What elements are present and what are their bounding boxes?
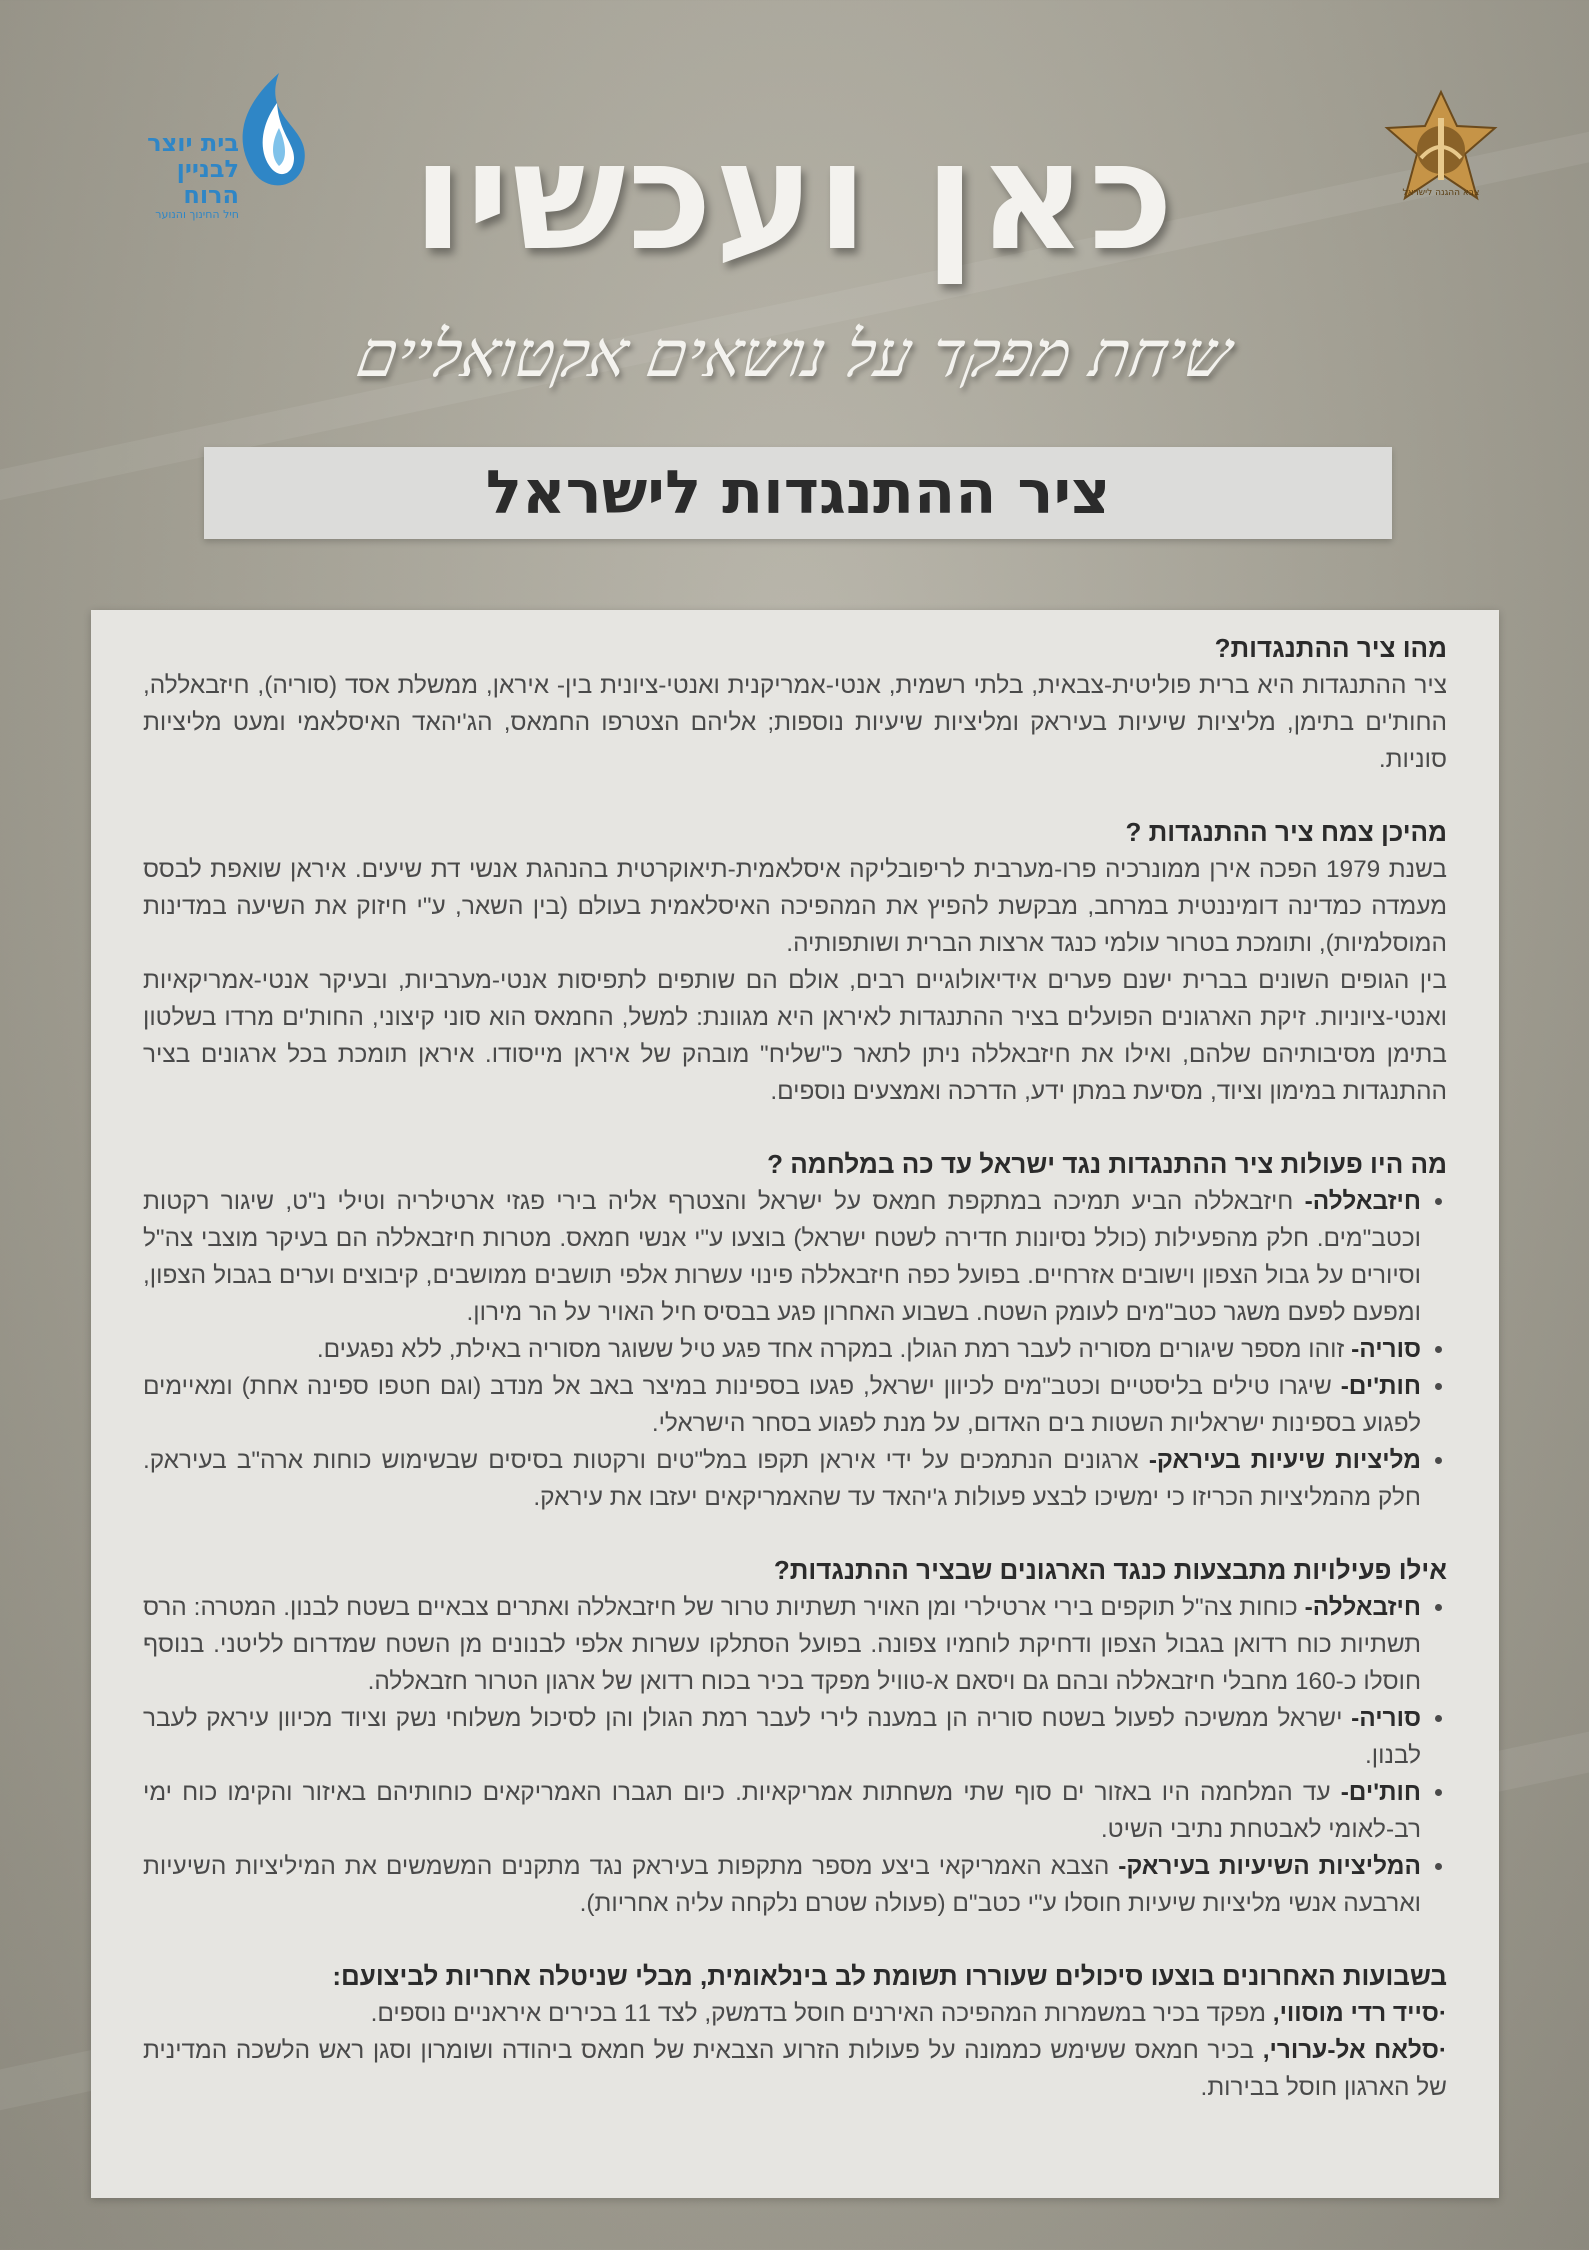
- logo-line-1: בית יוצר: [148, 129, 240, 157]
- article-body: [144, 630, 1448, 2178]
- page-title: כאן ועכשיו: [413, 110, 1177, 284]
- item-text: זוהו מספר שיגורים מסוריה לעבר רמת הגולן. במקרה אחד פגע טיל ששוגר מסוריה באילת, ללא נפגעים.: [317, 1336, 1353, 1363]
- item-label: חיזבאללה-: [1305, 1594, 1422, 1621]
- item-text: ארגונים הנתמכים על ידי איראן תקפו במל"טים ורקטות בסיסים שבשימוש כוחות ארה"ב בעיראק. חלק מהמליציות הכריזו כי ימשיכו לבצע פעולות ג'יהאד עד שהאמריקאים יעזבו את עיראק.: [144, 1447, 1422, 1511]
- list-item: [144, 1589, 1422, 1700]
- bullet-list: [144, 1589, 1448, 1922]
- section-heading: מה היו פעולות ציר ההתנגדות נגד ישראל עד כה במלחמה ?: [768, 1149, 1448, 1179]
- logo-line-2: לבניין הרוח: [177, 155, 240, 209]
- idf-emblem-text: צבא ההגנה לישראל: [1403, 188, 1481, 198]
- list-item: [144, 1442, 1422, 1516]
- item-label: חיזבאללה-: [1305, 1188, 1422, 1215]
- list-item: [144, 1848, 1422, 1922]
- item-label: ·סלאח אל-ערורי,: [1263, 2037, 1448, 2064]
- item-label: סוריה-: [1352, 1705, 1422, 1732]
- page-subtitle: שיחת מפקד על נושאים אקטואליים: [352, 318, 1238, 392]
- list-item: [144, 1995, 1448, 2032]
- item-text: בכיר חמאס ששימש כממונה על פעולות הזרוע הצבאית של חמאס ביהודה ושומרון וסגן ראש הלשכה המדינית של הארגון חוסל בבירות.: [144, 2037, 1448, 2101]
- item-label: חות'ים-: [1341, 1779, 1422, 1806]
- item-text: עד המלחמה היו באזור ים סוף שתי משחתות אמריקאיות. כיום תגברו האמריקאים כוחותיהם באיזור והקימו כוח ימי רב-לאומי לאבטחת נתיבי השיט.: [144, 1779, 1422, 1843]
- item-label: חות'ים-: [1341, 1373, 1422, 1400]
- list-item: [144, 1700, 1422, 1774]
- topic-banner: [205, 447, 1393, 539]
- item-text: חיזבאללה הביע תמיכה במתקפת חמאס על ישראל והצטרף אליה בירי פגזי ארטילריה וטילי נ"ט, שיגור רקטות וכטב"מים. חלק מהפעילות (כולל נסיונות חדירה לשטח ישראל) בוצעו ע"י אנשי חמאס. מטרות חיזבאללה הם בעיקר מוצבי צה"ל וסיורים על גבול הצפון וישובים אזרחיים. בפועל כפה חיזבאללה פינוי עשרות אלפי תושבים ממושבים, קיבוצים וערים בגבול הצפון, ומפעם לפעם משגר כטב"מים לעומק השטח. בשבוע האחרון פגע בבסיס חיל האויר על הר מירון.: [144, 1188, 1422, 1326]
- item-text: הצבא האמריקאי ביצע מספר מתקפות בעיראק נגד מתקנים המשמשים את המיליציות השיעיות וארבעה אנשי מליציות שיעיות חוסלו ע"י כטב"ם (פעולה שטרם נלקחה עליה אחריות).: [144, 1853, 1422, 1917]
- logo-line-3: חיל החינוך והנוער: [156, 208, 240, 221]
- section-text: בשנת 1979 הפכה אירן ממונרכיה פרו-מערבית לריפובליקה איסלאמית-תיאוקרטית בהנהגת אנשי דת שיעים. איראן שואפת לבסס מעמדה כמדינה דומיננטית במרחב, מבקשת להפיץ את המהפיכה האיסלאמית בעולם (בין השאר, ע"י חיזוק את השיעה במדינות המוסלמיות), ותומכת בטרור עולמי כנגד ארצות הברית ושותפותיה.: [144, 856, 1448, 957]
- section-heading: בשבועות האחרונים בוצעו סיכולים שעוררו תשומת לב בינלאומית, מבלי שניטלה אחריות לביצועם:: [333, 1961, 1448, 1991]
- section-heading: מהו ציר ההתנגדות?: [1215, 633, 1448, 663]
- section-text: ציר ההתנגדות היא ברית פוליטית-צבאית, בלתי רשמית, אנטי-אמריקנית ואנטי-ציונית בין- איראן, ממשלת אסד (סוריה), חיזבאללה, החות'ים בתימן, מליציות שיעיות בעיראק ומליציות שיעיות נוספות; אליהם הצטרפו החמאס, הג'יהאד האיסלאמי ומעט מליציות סוניות.: [144, 672, 1448, 773]
- section-heading: מהיכן צמח ציר ההתנגדות ?: [1126, 817, 1448, 847]
- item-label: המליציות השיעיות בעיראק-: [1119, 1853, 1422, 1880]
- list-item: [144, 1183, 1422, 1331]
- item-label: ·סייד רדי מוסווי,: [1273, 2000, 1448, 2027]
- item-text: ישראל ממשיכה לפעול בשטח סוריה הן במענה לירי לעבר רמת הגולן והן לסיכול משלוחי נשק וציוד מכיוון עיראק לעבר לבנון.: [144, 1705, 1422, 1769]
- list-item: [144, 2032, 1448, 2106]
- list-item: [144, 1774, 1422, 1848]
- item-label: סוריה-: [1352, 1336, 1422, 1363]
- item-text: מפקד בכיר במשמרות המהפיכה האירנים חוסל בדמשק, לצד 11 בכירים איראניים נוספים.: [371, 2000, 1274, 2027]
- item-text: כוחות צה"ל תוקפים בירי ארטילרי ומן האויר תשתיות טרור של חיזבאללה ואתרים צבאיים בשטח לבנון. המטרה: הרס תשתיות כוח רדואן בגבול הצפון ודחיקת לוחמיו צפונה. בפועל הסתלקו עשרות אלפי לבנונים מן השטח שמדרום לליטני. בנוסף חוסלו כ-160 מחבלי חיזבאללה ובהם גם ויסאם א-טוויל מפקד בכיר בכוח רדואן של ארגון הטרור חזבאללה.: [144, 1594, 1422, 1695]
- section-text: בין הגופים השונים בברית ישנם פערים אידיאולוגיים רבים, אולם הם שותפים לתפיסות אנטי-מערביות, ובעיקר אנטי-אמריקאיות ואנטי-ציוניות. זיקת הארגונים הפועלים בציר ההתנגדות לאיראן היא מגוונת: למשל, החמאס הוא סוני קיצוני, החות'ים מרדו בשלטון בתימן מסיבותיהם שלהם, ואילו את חיזבאללה ניתן לתאר כ"שליח" מובהק של איראן מייסודו. איראן תומכת בכל ארגונים בציר ההתנגדות במימון וציוד, מסיעת במתן ידע, הדרכה ואמצעים נוספים.: [144, 967, 1448, 1105]
- item-text: שיגרו טילים בליסטיים וכטב"מים לכיוון ישראל, פגעו בספינות במיצר באב אל מנדב (וגם חטפו ספינה אחת) ומאיימים לפגוע בספינות ישראליות השטות בים האדום, על מנת לפגוע בסחר הישראלי.: [144, 1373, 1422, 1437]
- banner-title: ציר ההתנגדות לישראל: [486, 458, 1112, 528]
- bullet-list: [144, 1183, 1448, 1516]
- item-label: מליציות שיעיות בעיראק-: [1149, 1447, 1423, 1474]
- list-item: [144, 1368, 1422, 1442]
- list-item: [144, 1331, 1422, 1368]
- content-panel: [92, 610, 1500, 2198]
- section-heading: אילו פעילויות מתבצעות כנגד הארגונים שבציר ההתנגדות?: [774, 1555, 1448, 1585]
